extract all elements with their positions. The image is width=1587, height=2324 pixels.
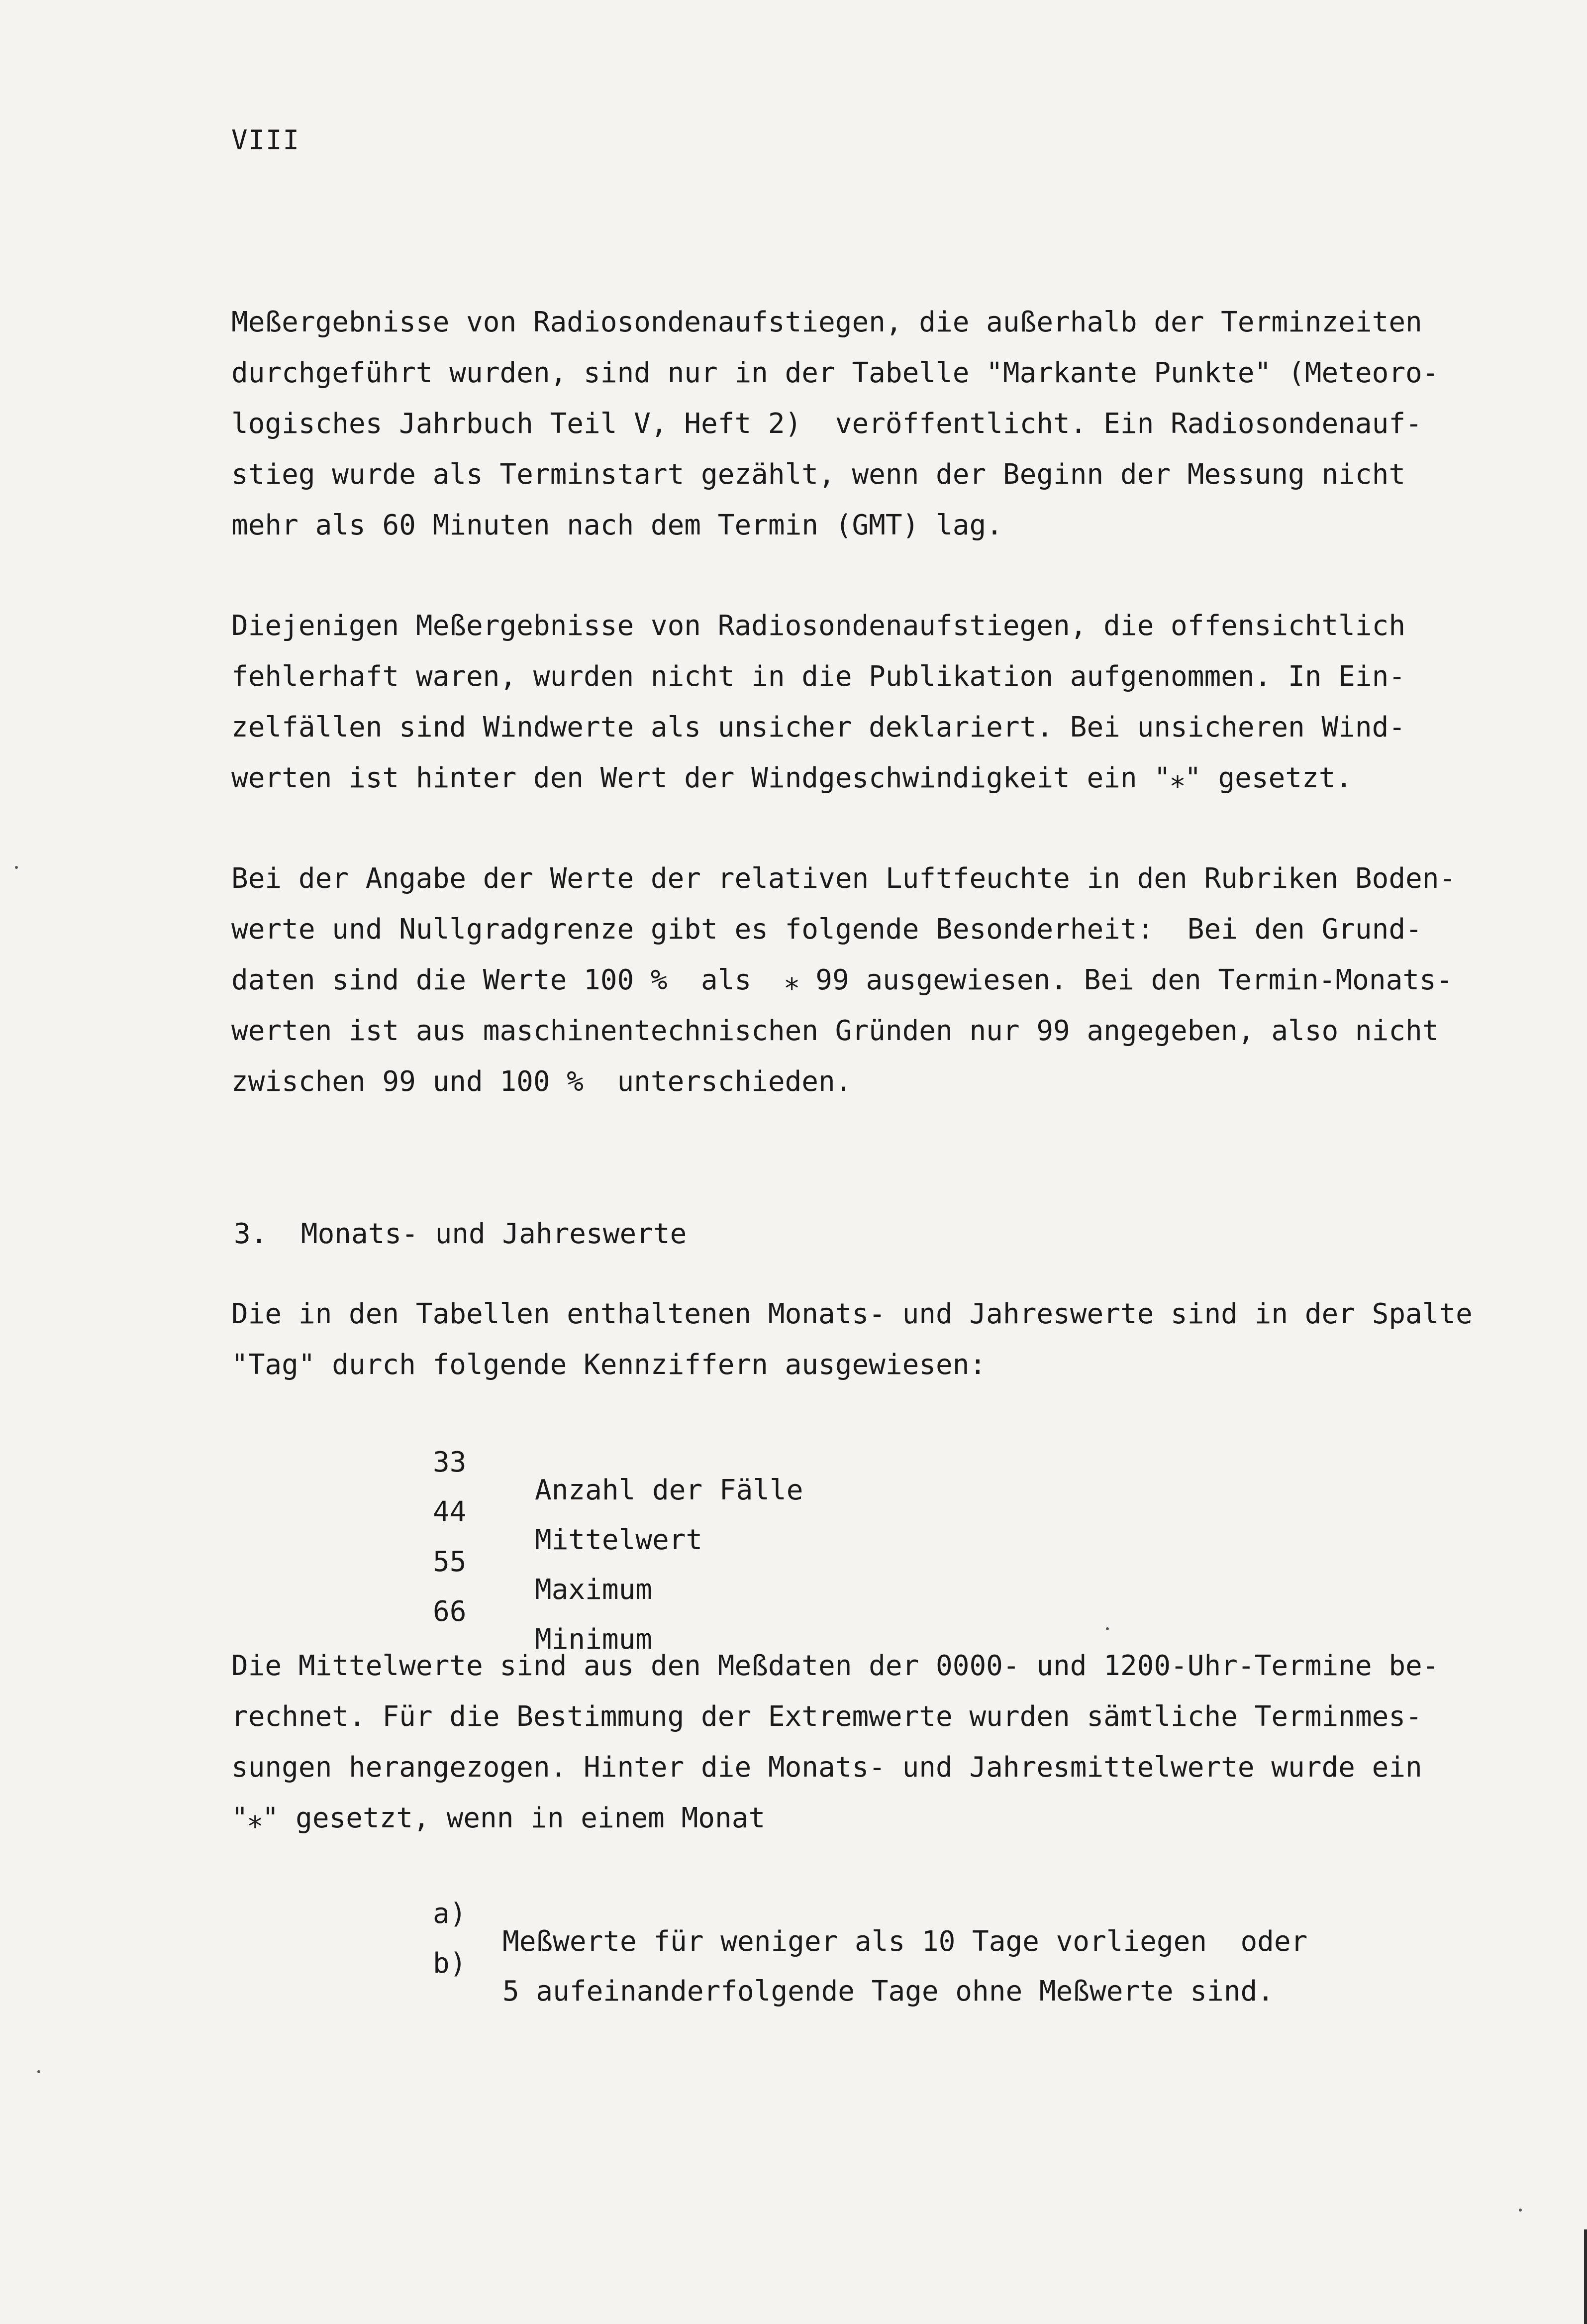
page-number: VIII [231, 124, 300, 156]
condition-text: Meßwerte für weniger als 10 Tage vorliegen oder [502, 1925, 1308, 1958]
text-line: "Tag" durch folgende Kennziffern ausgewiesen: [231, 1349, 987, 1381]
text-line: logisches Jahrbuch Teil V, Heft 2) veröffentlicht. Ein Radiosondenauf- [231, 408, 1422, 440]
code-number: 55 [433, 1546, 467, 1578]
code-number: 66 [433, 1595, 467, 1628]
text-line: zwischen 99 und 100 % unterschieden. [231, 1065, 852, 1098]
text-line: stieg wurde als Terminstart gezählt, wenn der Beginn der Messung nicht [231, 458, 1406, 491]
text-line: zelfällen sind Windwerte als unsicher deklariert. Bei unsicheren Wind- [231, 711, 1406, 743]
section-heading: 3. Monats- und Jahreswerte [234, 1218, 687, 1250]
condition-letter: a) [433, 1898, 467, 1930]
code-number: 44 [433, 1496, 467, 1528]
scan-speck [1106, 1627, 1109, 1630]
text-line: Meßergebnisse von Radiosondenaufstiegen, die außerhalb der Terminzeiten [231, 306, 1422, 338]
text-line: werte und Nullgradgrenze gibt es folgende Besonderheit: Bei den Grund- [231, 913, 1422, 946]
text-line: rechnet. Für die Bestimmung der Extremwerte wurden sämtliche Terminmes- [231, 1700, 1422, 1733]
code-label: Mittelwert [535, 1524, 703, 1556]
text-line: sungen herangezogen. Hinter die Monats- und Jahresmittelwerte wurde ein [231, 1751, 1422, 1784]
scan-speck [1519, 2209, 1522, 2212]
text-line: "⁎" gesetzt, wenn in einem Monat [231, 1802, 766, 1834]
code-label: Maximum [535, 1574, 653, 1606]
text-line: werten ist hinter den Wert der Windgeschwindigkeit ein "⁎" gesetzt. [231, 762, 1353, 794]
text-line: Bei der Angabe der Werte der relativen Luftfeuchte in den Rubriken Boden- [231, 862, 1456, 895]
code-label: Minimum [535, 1623, 653, 1656]
condition-letter: b) [433, 1947, 467, 1980]
scan-speck [37, 2070, 40, 2073]
scan-speck [15, 866, 18, 869]
text-line: mehr als 60 Minuten nach dem Termin (GMT) lag. [231, 509, 1003, 541]
code-label: Anzahl der Fälle [535, 1474, 803, 1506]
scan-edge-mark [1584, 2229, 1587, 2324]
text-line: Die in den Tabellen enthaltenen Monats- und Jahreswerte sind in der Spalte [231, 1298, 1473, 1330]
text-line: daten sind die Werte 100 % als ⁎ 99 ausgewiesen. Bei den Termin-Monats- [231, 964, 1453, 996]
text-line: Diejenigen Meßergebnisse von Radiosondenaufstiegen, die offensichtlich [231, 610, 1406, 642]
text-line: Die Mittelwerte sind aus den Meßdaten der 0000- und 1200-Uhr-Termine be- [231, 1650, 1439, 1682]
text-line: werten ist aus maschinentechnischen Gründen nur 99 angegeben, also nicht [231, 1015, 1439, 1047]
text-line: durchgeführt wurden, sind nur in der Tabelle "Markante Punkte" (Meteoro- [231, 357, 1439, 389]
text-line: fehlerhaft waren, wurden nicht in die Publikation aufgenommen. In Ein- [231, 660, 1406, 693]
condition-text: 5 aufeinanderfolgende Tage ohne Meßwerte sind. [502, 1975, 1274, 2007]
code-number: 33 [433, 1446, 467, 1479]
